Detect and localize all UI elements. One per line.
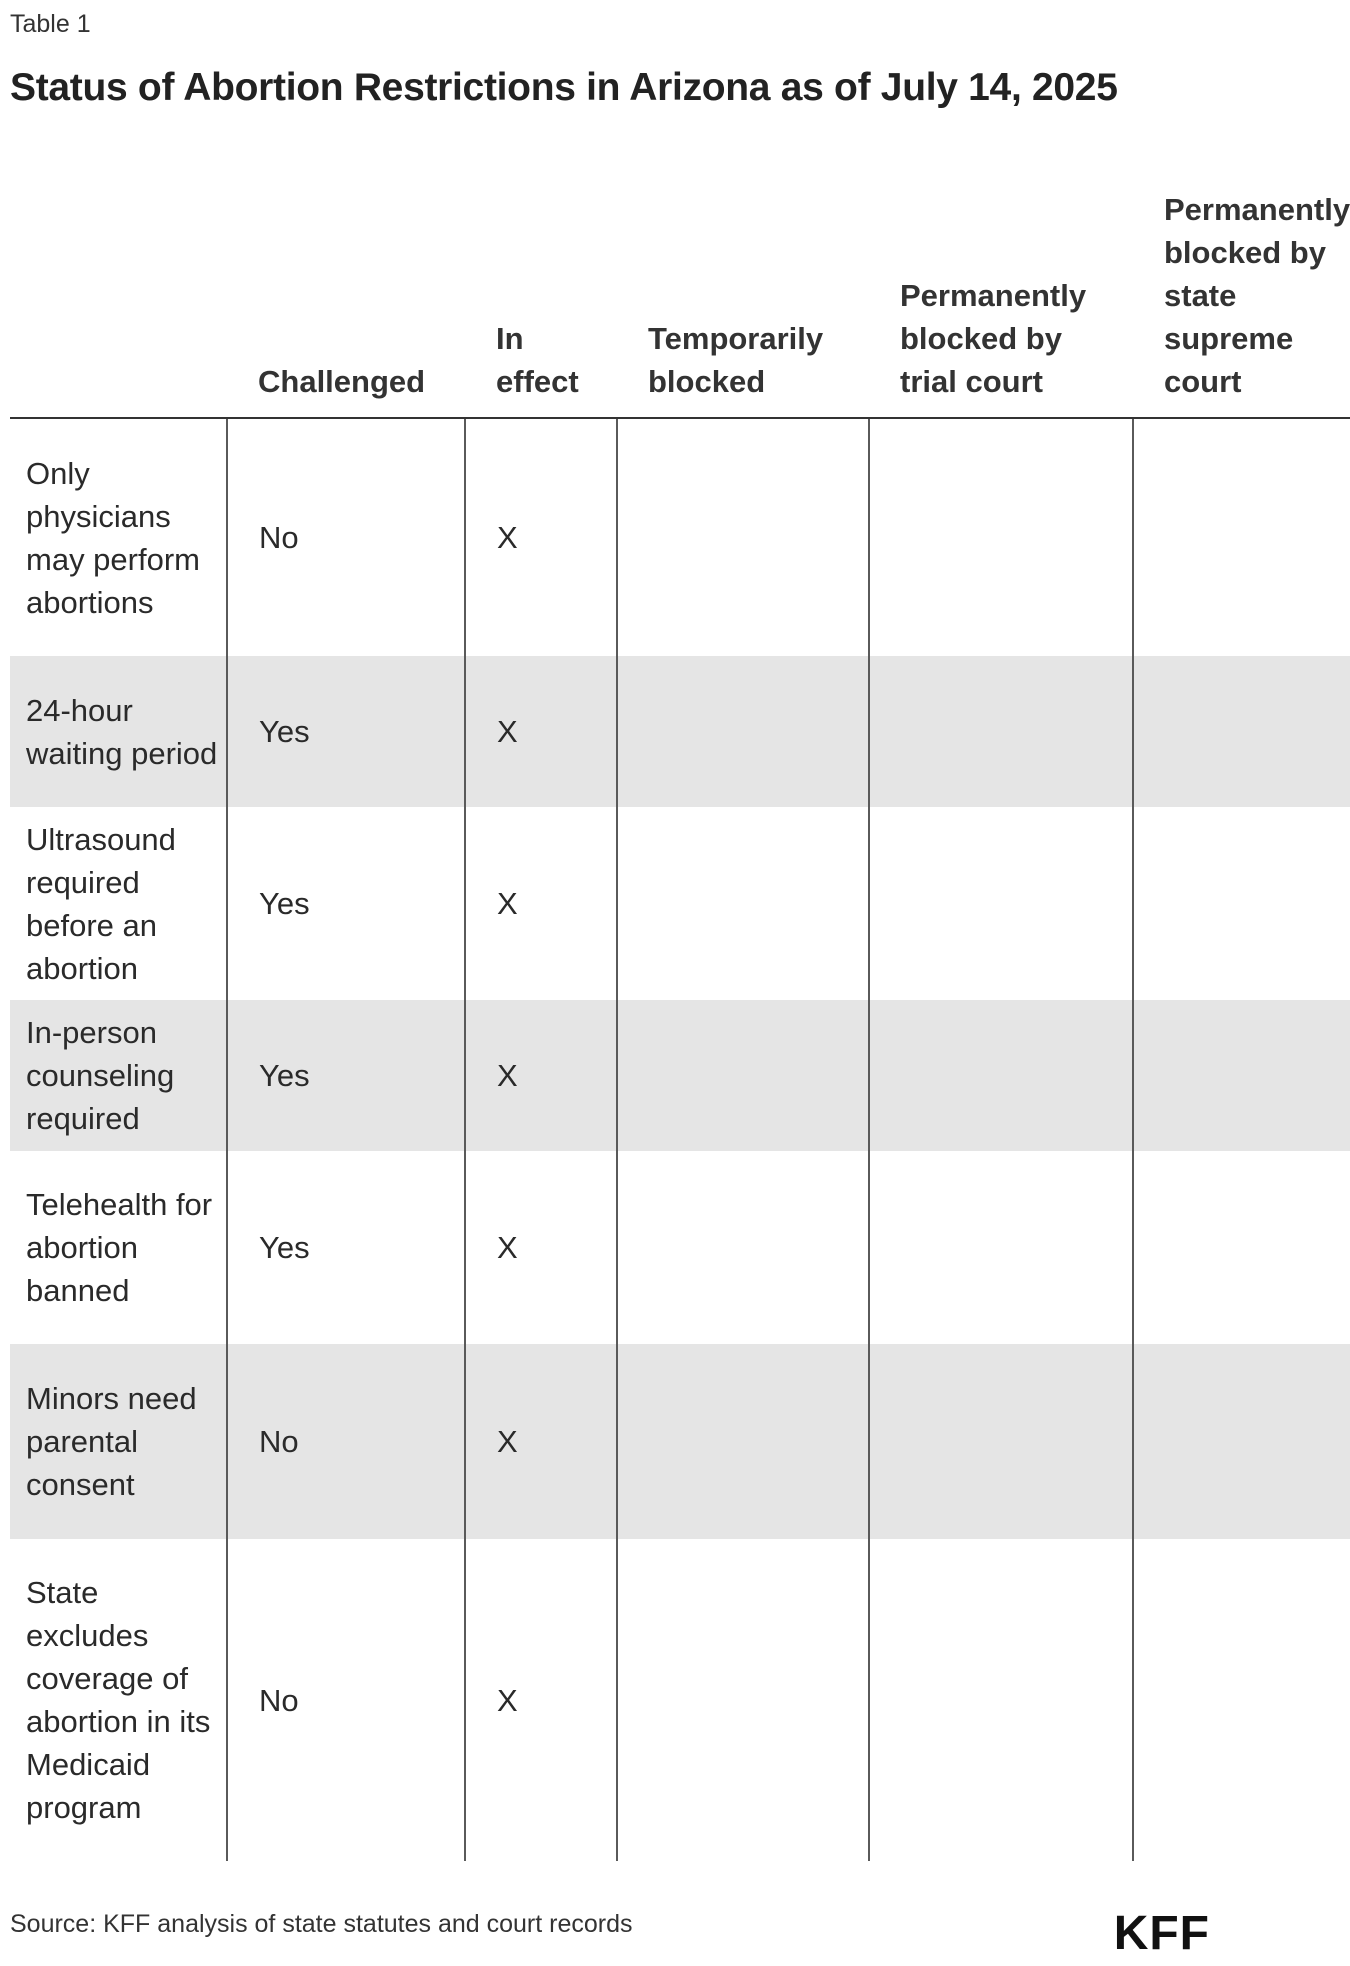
challenged-cell: No	[227, 1344, 465, 1539]
header-row	[10, 160, 1350, 418]
challenged-cell: No	[227, 1539, 465, 1861]
temporarily-blocked-cell	[617, 1000, 869, 1151]
table-row	[10, 418, 1350, 656]
table-row	[10, 1151, 1350, 1344]
blocked-supreme-cell	[1133, 1000, 1350, 1151]
restriction-name: In-person counseling required	[10, 1000, 227, 1151]
header-blocked-trial-court: Permanently blocked by trial court	[869, 160, 1133, 418]
in-effect-cell: X	[465, 1151, 617, 1344]
table-row	[10, 656, 1350, 807]
in-effect-cell: X	[465, 656, 617, 807]
restriction-name: Only physicians may perform abortions	[26, 455, 200, 620]
header-challenged: Challenged	[227, 160, 465, 418]
blocked-trial-cell	[869, 1344, 1133, 1539]
challenged-cell: Yes	[227, 1151, 465, 1344]
temporarily-blocked-cell	[617, 807, 869, 1000]
blocked-supreme-cell	[1133, 1344, 1350, 1539]
table-row	[10, 1539, 1350, 1861]
header-restriction	[10, 160, 227, 418]
table-header	[10, 160, 1350, 418]
table-title: Status of Abortion Restrictions in Arizona as of July 14, 2025	[10, 66, 1118, 109]
challenged-cell: No	[227, 418, 465, 656]
blocked-supreme-cell	[1133, 1539, 1350, 1861]
in-effect-cell: X	[465, 1539, 617, 1861]
challenged-cell: Yes	[227, 1000, 465, 1151]
blocked-supreme-cell	[1133, 807, 1350, 1000]
challenged-cell: Yes	[227, 656, 465, 807]
table-row	[10, 1000, 1350, 1151]
header-temporarily-blocked: Temporarily blocked	[617, 160, 869, 418]
table-row	[10, 807, 1350, 1000]
table-label: Table 1	[10, 10, 91, 38]
restriction-name: State excludes coverage of abortion in its Medicaid program	[26, 1575, 211, 1825]
blocked-trial-cell	[869, 807, 1133, 1000]
in-effect-cell: X	[465, 418, 617, 656]
in-effect-cell: X	[465, 1000, 617, 1151]
blocked-trial-cell	[869, 1000, 1133, 1151]
restriction-name: Minors need parental consent	[10, 1344, 227, 1539]
blocked-trial-cell	[869, 1539, 1133, 1861]
blocked-trial-cell	[869, 656, 1133, 807]
restriction-name: Ultrasound required before an abortion	[26, 821, 176, 986]
blocked-trial-cell	[869, 1151, 1133, 1344]
challenged-cell: Yes	[227, 807, 465, 1000]
temporarily-blocked-cell	[617, 418, 869, 656]
restrictions-table-container[interactable]	[10, 160, 1350, 1861]
kff-logo: KFF	[1113, 1907, 1210, 1960]
in-effect-cell: X	[465, 807, 617, 1000]
table-body	[10, 418, 1350, 1861]
temporarily-blocked-cell	[617, 656, 869, 807]
blocked-supreme-cell	[1133, 1151, 1350, 1344]
restriction-name: Telehealth for abortion banned	[26, 1187, 213, 1308]
header-blocked-supreme-court: Permanently blocked by state supreme court	[1133, 160, 1350, 418]
temporarily-blocked-cell	[617, 1151, 869, 1344]
source-note: Source: KFF analysis of state statutes and court records	[10, 1910, 633, 1938]
header-in-effect: In effect	[465, 160, 617, 418]
blocked-supreme-cell	[1133, 418, 1350, 656]
table-row	[10, 1344, 1350, 1539]
restrictions-table	[10, 160, 1350, 1861]
temporarily-blocked-cell	[617, 1344, 869, 1539]
restriction-name: 24-hour waiting period	[10, 656, 227, 807]
blocked-supreme-cell	[1133, 656, 1350, 807]
temporarily-blocked-cell	[617, 1539, 869, 1861]
in-effect-cell: X	[465, 1344, 617, 1539]
blocked-trial-cell	[869, 418, 1133, 656]
